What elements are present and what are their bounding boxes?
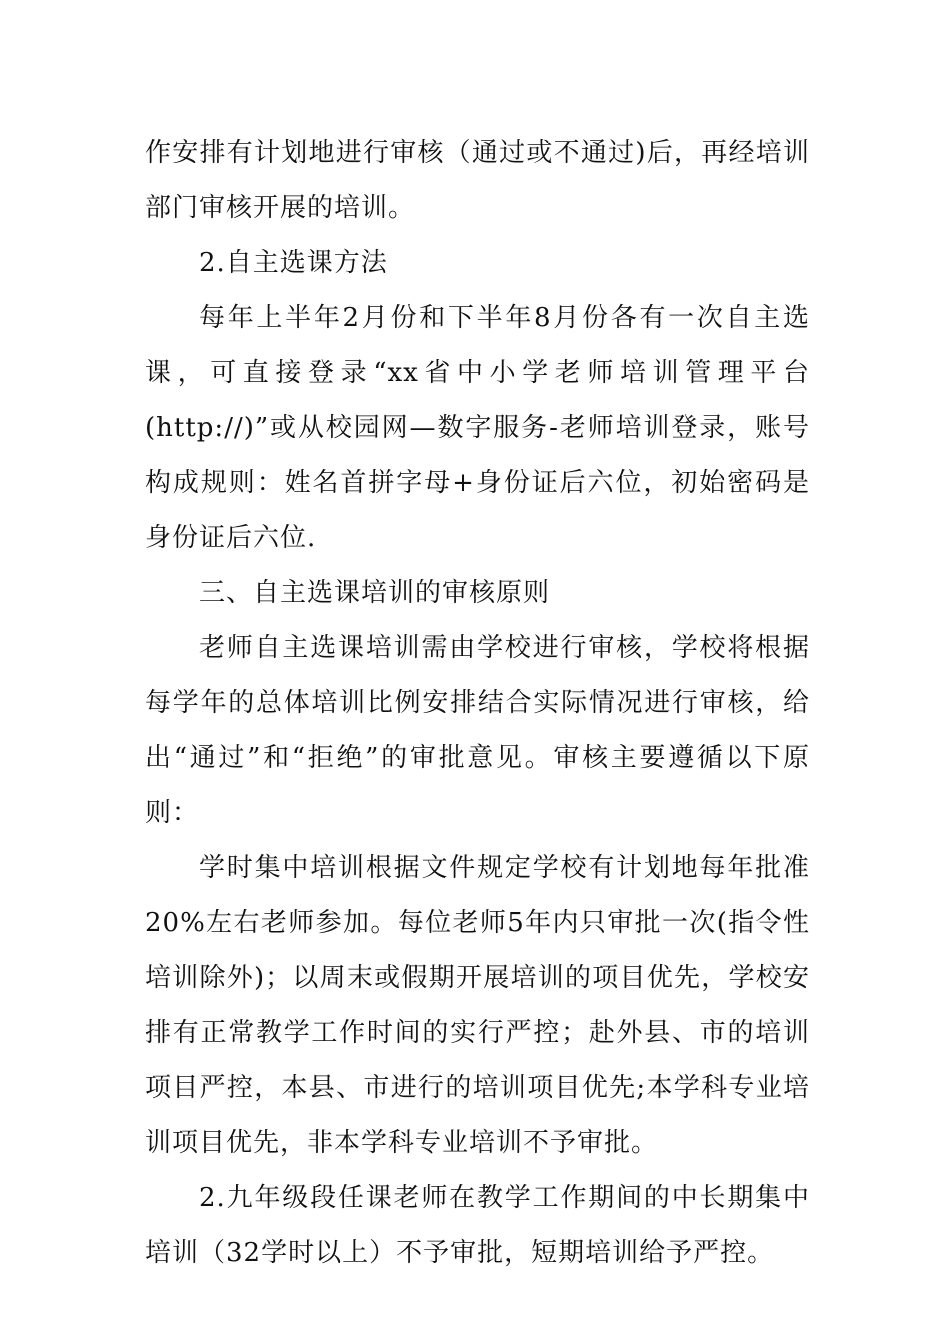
heading-review-principles: 三、自主选课培训的审核原则 (199, 578, 551, 608)
heading-self-selection-method: 2.自主选课方法 (199, 248, 388, 278)
paragraph-selection-schedule: 每年上半年2月份和下半年8月份各有一次自主选课，可直接登录“xx省中小学老师培训管理平台(http://)”或从校园网—数字服务-老师培训登录，账号构成规则：姓名首拼字母+身份证后六位，初始密码是身份证后六位. (145, 303, 810, 553)
paragraph-continuation: 作安排有计划地进行审核（通过或不通过)后，再经培训部门审核开展的培训。 (145, 138, 810, 223)
paragraph-grade-nine-rule: 2.九年级段任课老师在教学工作期间的中长期集中培训（32学时以上）不予审批，短期培训给予严控。 (145, 1183, 810, 1268)
document-body (145, 126, 810, 1281)
paragraph-training-rules: 学时集中培训根据文件规定学校有计划地每年批准20%左右老师参加。每位老师5年内只审批一次(指令性培训除外)；以周末或假期开展培训的项目优先，学校安排有正常教学工作时间的实行严控；赴外县、市的培训项目严控，本县、市进行的培训项目优先;本学科专业培训项目优先，非本学科专业培训不予审批。 (145, 853, 810, 1158)
paragraph-review-process: 老师自主选课培训需由学校进行审核，学校将根据每学年的总体培训比例安排结合实际情况进行审核，给出“通过”和“拒绝”的审批意见。审核主要遵循以下原则： (145, 633, 810, 828)
